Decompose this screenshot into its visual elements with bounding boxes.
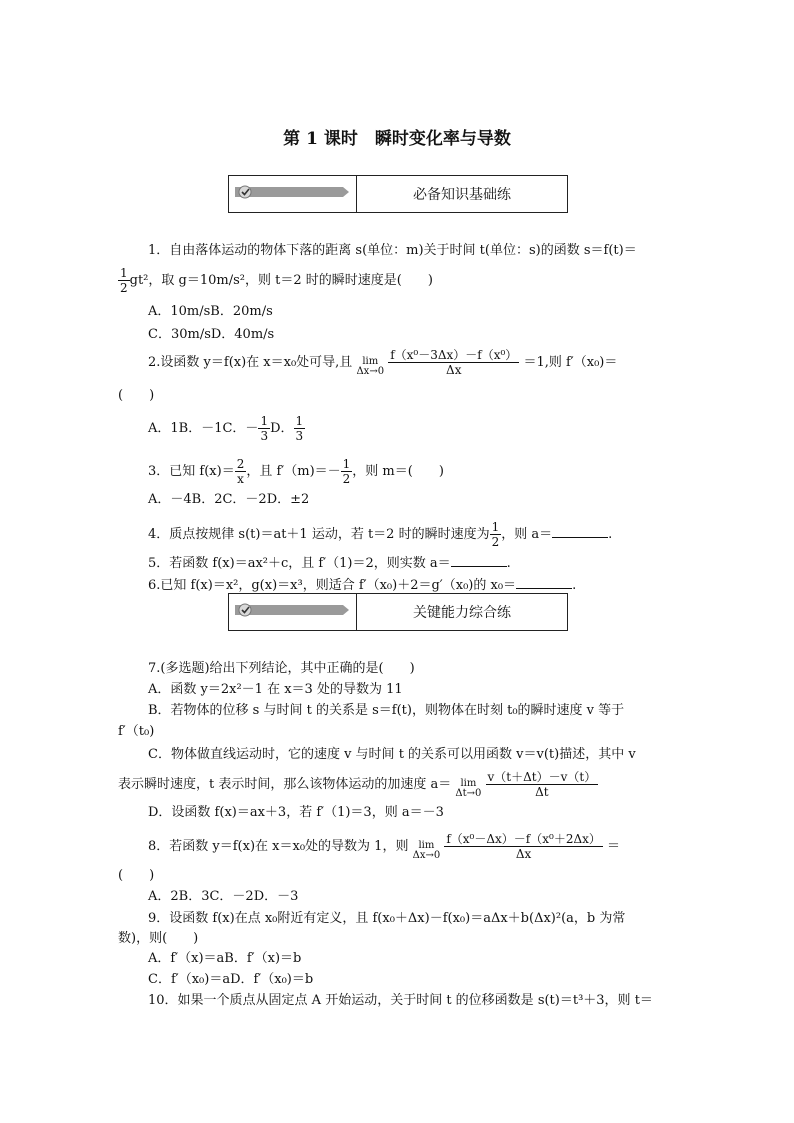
question-1-line-1: 1．自由落体运动的物体下落的距离 s(单位：m)关于时间 t(单位：s)的函数 s＝f(t)＝ xyxy=(148,243,637,258)
fraction: $\frac{1}{3}$ xyxy=(295,414,304,443)
limit-operator: lim Δx→0 xyxy=(356,355,385,377)
answer-blank[interactable] xyxy=(451,555,507,567)
difference-quotient: $\frac{\text{f（x⁰－Δx）－f（x⁰＋2Δx）}}{\Delta x}$ xyxy=(446,832,601,861)
question-2-line-1: 2.设函数 y＝f(x)在 x＝x₀处可导,且 lim Δx→0 $\frac{\text{f（x⁰－3Δx）－f（x⁰）}}{\Delta x}$ ＝1,则 f′（x₀)＝ xyxy=(148,348,618,377)
question-8-options: A．2B．3C．－2D．－3 xyxy=(148,889,299,904)
check-banner-icon xyxy=(235,185,349,199)
section-header-advanced xyxy=(228,593,568,631)
difference-quotient: $\frac{\text{f（x⁰－3Δx）－f（x⁰）}}{\Delta x}$ xyxy=(390,348,518,377)
question-5: 5．若函数 f(x)＝ax²＋c，且 f′（1)＝2，则实数 a＝ . xyxy=(148,556,511,571)
question-9-options-ab: A．f′（x)＝aB．f′（x)＝b xyxy=(148,951,302,966)
question-7-option-b-line-1: B．若物体的位移 s 与时间 t 的关系是 s＝f(t)，则物体在时刻 t₀的瞬时速度 v 等于 xyxy=(148,703,625,718)
difference-quotient: $\frac{v(t+\Delta t)-v(t)}{\Delta t}$ xyxy=(487,770,597,799)
question-7-option-d: D．设函数 f(x)＝ax＋3，若 f′（1)＝3，则 a＝－3 xyxy=(148,805,444,820)
question-1-options-cd: C．30m/sD．40m/s xyxy=(148,327,275,342)
answer-blank[interactable] xyxy=(516,577,572,589)
fraction: $\frac{1}{2}$ xyxy=(491,520,500,549)
question-1-line-2: $\frac{1}{2}$ gt²，取 g＝10m/s²，则 t＝2 时的瞬时速度是( ) xyxy=(120,266,433,295)
page-title: 第 1 课时 瞬时变化率与导数 xyxy=(283,129,511,149)
question-6: 6.已知 f(x)＝x²，g(x)＝x³，则适合 f′（x₀)＋2＝g′（x₀)的 x₀＝ . xyxy=(148,578,577,593)
question-9-line-1: 9．设函数 f(x)在点 x₀附近有定义，且 f(x₀＋Δx)－f(x₀)＝aΔx＋b(Δx)²(a，b 为常 xyxy=(148,911,626,926)
question-7-option-c-line-2: 表示瞬时速度，t 表示时间，那么该物体运动的加速度 a＝ lim Δt→0 $\frac{v(t+\Delta t)-v(t)}{\Delta t}$ xyxy=(118,770,597,799)
fraction: $\frac{2}{x}$ xyxy=(236,457,245,486)
section-label: 关键能力综合练 xyxy=(413,605,511,621)
limit-operator: lim Δx→0 xyxy=(412,839,441,861)
question-7-option-a: A．函数 y＝2x²－1 在 x＝3 处的导数为 11 xyxy=(148,682,403,697)
fraction: $\frac{1}{2}$ xyxy=(120,266,128,295)
question-7-option-c-line-1: C．物体做直线运动时，它的速度 v 与时间 t 的关系可以用函数 v＝v(t)描述，其中 v xyxy=(148,747,636,762)
fraction: $\frac{1}{2}$ xyxy=(342,457,351,486)
question-9-line-2: 数)，则( ) xyxy=(118,931,199,946)
check-banner-icon xyxy=(235,603,349,617)
question-3-options: A．－4B．2C．－2D．±2 xyxy=(148,492,310,507)
question-8-stem: 8．若函数 y＝f(x)在 x＝x₀处的导数为 1，则 lim Δx→0 $\frac{\text{f（x⁰－Δx）－f（x⁰＋2Δx）}}{\Delta x}$ ＝ xyxy=(148,832,621,861)
question-7-option-b-line-2: f′（t₀) xyxy=(118,724,155,739)
question-2-paren: ( ) xyxy=(118,388,155,403)
section-label: 必备知识基础练 xyxy=(413,187,511,203)
question-1-options-ab: A．10m/sB．20m/s xyxy=(148,304,273,319)
question-8-paren: ( ) xyxy=(118,868,155,883)
fraction: $\frac{1}{3}$ xyxy=(260,414,269,443)
answer-blank[interactable] xyxy=(552,526,608,538)
question-7-stem: 7.(多选题)给出下列结论，其中正确的是( ) xyxy=(148,661,415,676)
question-4: 4．质点按规律 s(t)＝at＋1 运动，若 t＝2 时的瞬时速度为 $\frac{1}{2}$ ，则 a＝ . xyxy=(148,520,613,549)
question-3-stem: 3．已知 f(x)＝ $\frac{2}{x}$ ，且 f′（m)＝－ $\frac{1}{2}$ ，则 m＝( ) xyxy=(148,457,444,486)
limit-operator: lim Δt→0 xyxy=(455,777,482,799)
question-9-options-cd: C．f′（x₀)＝aD．f′（x₀)＝b xyxy=(148,972,314,987)
section-header-basic xyxy=(228,175,568,213)
question-2-options: A．1B．－1C．－ $\frac{1}{3}$ D． $\frac{1}{3}$ xyxy=(148,414,304,443)
question-10: 10．如果一个质点从固定点 A 开始运动，关于时间 t 的位移函数是 s(t)＝t³＋3，则 t＝ xyxy=(148,993,653,1008)
